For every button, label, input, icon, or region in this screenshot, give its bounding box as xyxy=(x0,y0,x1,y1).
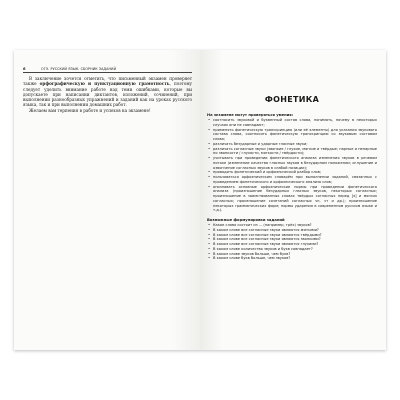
skill-item: • соотносить звуковой и буквенный состав слова, понимать, почему в некоторых случаях они не совпадают; xyxy=(207,118,377,128)
skill-item: • пользоваться орфоэпическим словарём при выполнении заданий, связанных с проведением фонетического и орфоэпического анализа слов; xyxy=(207,175,377,185)
closing-paragraph xyxy=(23,76,192,108)
question-item: • В каком слове количество звуков и букв совпадает? xyxy=(207,247,377,252)
question-item: • В каком слове все согласные звуки являются твёрдыми? xyxy=(207,233,377,238)
open-book xyxy=(14,50,386,350)
questions-heading: Возможные формулировки заданий xyxy=(207,218,285,222)
question-item: • В каком слове все согласные звуки являются глухими? xyxy=(207,242,377,247)
questions-list xyxy=(207,223,377,261)
closing-paragraph-text-1: В заключение хочется отметить, что письменный экзамен проверяет также xyxy=(23,76,192,87)
skill-item: • проводить фонетический и орфоэпический разбор слов; xyxy=(207,170,377,175)
question-item: • В каком слове все согласные звуки являются мягкими? xyxy=(207,228,377,233)
skill-item: • применять фонетическую транскрипцию (или её элементы) для указания звукового состава слова, соотносить фонетическую транскрипцию со звуковым составом слова; xyxy=(207,128,377,142)
wishes-paragraph: Желаем вам терпения в работе и успехов на экзамене! xyxy=(29,107,151,113)
page-number: 6 xyxy=(23,67,26,71)
question-item: • Какое слово состоит из ... (например, трёх) звуков? xyxy=(207,223,377,228)
skill-item: • учитывать при проведении фонетического анализа изменения звуков в речевом потоке (изменение качества гласных звуков в безударном положении; оглушение и озвончение согласных звуков в слабой позиции); xyxy=(207,156,377,170)
question-item: • В каком слове звуков больше, чем букв? xyxy=(207,252,377,257)
skills-list xyxy=(207,118,377,213)
skill-item: • различать согласные звуки (звонкие / глухие, мягкие и твёрдые; парные и непарные по звонкости / глухости, мягкости / твёрдости); xyxy=(207,147,377,157)
question-item: • В каком слове букв больше, чем звуков? xyxy=(207,256,377,261)
running-head-title: ОГЭ. РУССКИЙ ЯЗЫК. СБОРНИК ЗАДАНИЙ xyxy=(41,67,117,71)
left-page xyxy=(14,50,200,350)
skills-heading: На экзамене могут проверяться умения: xyxy=(207,113,294,117)
closing-paragraph-text-2: , поэтому следует уделить внимание работе над теми ошибками, которые вы допускаете при написании диктантов, изложений, сочинений, при выполнении разнообразных упражнений и заданий как на уроках русского языка, так и при выполнении домашних работ. xyxy=(23,81,192,108)
question-item: • В каком слове все согласные звуки являются звонкими? xyxy=(207,237,377,242)
section-title: ФОНЕТИКА xyxy=(264,95,320,104)
skill-item: • различать безударные и ударные гласные звуки; xyxy=(207,142,377,147)
running-head xyxy=(23,67,192,73)
closing-paragraph-bold: орфографическую и пунктуационную грамотность xyxy=(39,81,170,87)
skill-item: • опознавать основные орфоэпические нормы при проведении фонетического анализа (произношение безударных гласных звуков, некоторых согласных; произношение в заимствованных словах твёрдых согласных перед [э] и мягких согласных; произношение сочетаний согласных чн, чт и др.); произношение некоторых грамматических форм; нормы ударения в современном русском языке и т.д.). xyxy=(207,185,377,214)
right-page xyxy=(200,50,386,350)
